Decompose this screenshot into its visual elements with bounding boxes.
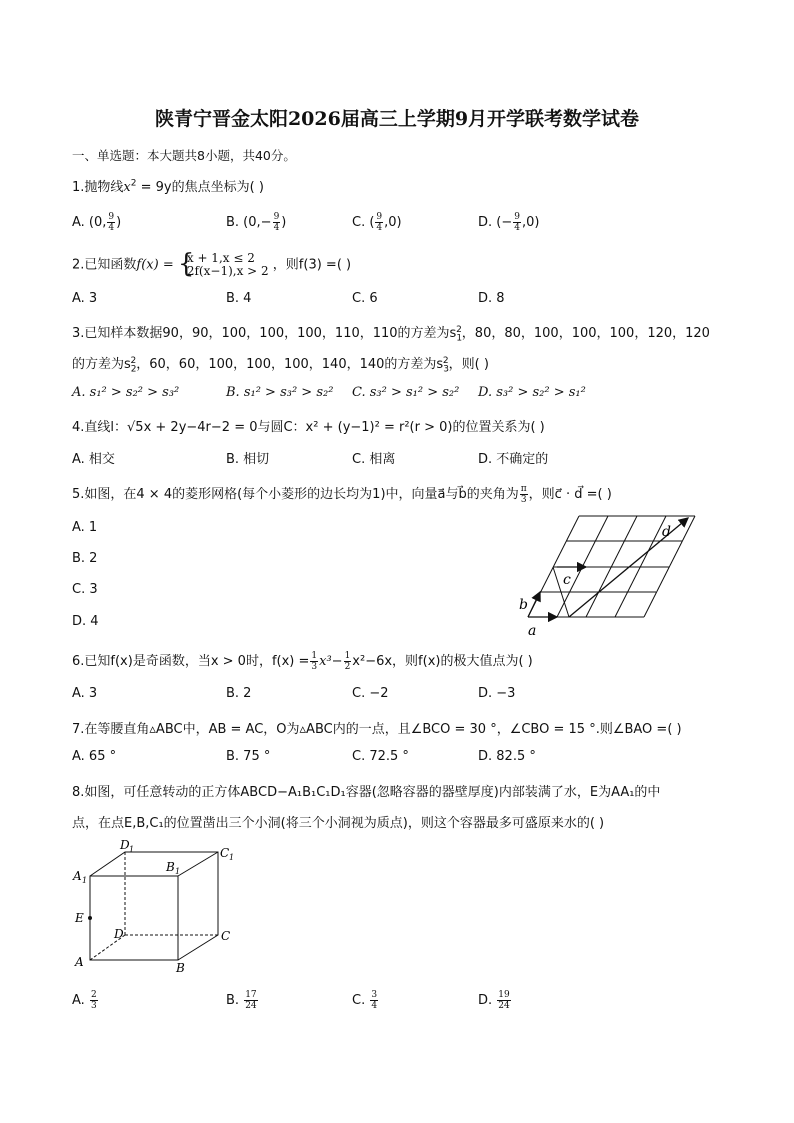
q8-option-b[interactable]: B. $\frac{17}{24}$: [226, 990, 257, 1011]
q2-option-d[interactable]: D. 8: [478, 291, 505, 306]
rhombus-grid-figure: [500, 508, 710, 640]
question-3-line-1: 3.已知样本数据90，90，100，100，100，110，110的方差为$s_1^2$，80，80，100，100，100，120，120: [72, 324, 710, 344]
q3-option-c[interactable]: C. s₃² > s₁² > s₂²: [352, 385, 460, 400]
q5-option-b[interactable]: B. 2: [72, 551, 98, 566]
q6-option-a[interactable]: A. 3: [72, 686, 98, 701]
question-8-line-1: 8.如图，可任意转动的正方体ABCD−A₁B₁C₁D₁容器(忽略容器的器壁厚度)内部装满了水，E为AA₁的中: [72, 785, 661, 800]
svg-text:1: 1: [82, 876, 88, 885]
page-title: 陕青宁晋金太阳2026届高三上学期9月开学联考数学试卷: [154, 108, 640, 130]
svg-text:1: 1: [229, 853, 235, 862]
svg-text:1: 1: [175, 867, 181, 876]
q1-option-c[interactable]: C. ( $\frac{9}{4}$ ,0): [352, 212, 402, 233]
q2-option-b[interactable]: B. 4: [226, 291, 252, 306]
q5-option-c[interactable]: C. 3: [72, 582, 98, 597]
q1-option-d[interactable]: D. (− $\frac{9}{4}$ ,0): [478, 212, 540, 233]
question-3-line-2: 的方差为$s_2^2$，60，60，100，100，100，140，140的方差为$s_3^2$，则( ): [72, 355, 489, 375]
question-2-stem: 2.已知函数f(x) = { x + 1,x ≤ 2 2f(x−1),x > 2 ，则f(3) =( ): [72, 249, 352, 279]
q2-option-a[interactable]: A. 3: [72, 291, 98, 306]
vector-b-arrow: [528, 592, 540, 617]
q4-option-a[interactable]: A. 相交: [72, 452, 115, 467]
label-A: A: [75, 955, 84, 969]
cube-figure: [70, 838, 245, 978]
question-5-stem: 5.如图，在4 × 4的菱形网格(每个小菱形的边长均为1)中，向量a⃗与b⃗的夹角为 $\frac{\pi}{3}$ ，则c⃗ · d⃗ =( ): [72, 484, 612, 505]
label-a: a: [528, 623, 537, 639]
q8-option-d[interactable]: D. $\frac{19}{24}$: [478, 990, 510, 1011]
q7-option-d[interactable]: D. 82.5 °: [478, 749, 536, 764]
piecewise-system: { x + 1,x ≤ 2 2f(x−1),x > 2: [177, 249, 269, 279]
q7-option-c[interactable]: C. 72.5 °: [352, 749, 409, 764]
label-d: d: [662, 524, 671, 540]
label-E: E: [75, 911, 84, 925]
q4-option-d[interactable]: D. 不确定的: [478, 452, 549, 467]
point-e-dot: [88, 916, 92, 920]
q6-option-d[interactable]: D. −3: [478, 686, 516, 701]
q5-option-a[interactable]: A. 1: [72, 520, 98, 535]
q6-option-c[interactable]: C. −2: [352, 686, 389, 701]
q3-option-a[interactable]: A. s₁² > s₂² > s₃²: [72, 385, 180, 400]
question-4-stem: 4.直线l：√5x + 2y−4r−2 = 0与圆C：x² + (y−1)² = r²(r > 0)的位置关系为( ): [72, 420, 545, 435]
question-6-stem: 6.已知f(x)是奇函数，当x > 0时，f(x) = $\frac{1}{3}$ x³− $\frac{1}{2}$ x²−6x，则f(x)的极大值点为( ): [72, 651, 533, 672]
q1-option-a[interactable]: A. (0, $\frac{9}{4}$ ): [72, 212, 122, 233]
label-C1: C: [220, 846, 230, 860]
q4-option-b[interactable]: B. 相切: [226, 452, 270, 467]
q7-option-a[interactable]: A. 65 °: [72, 749, 117, 764]
label-B1: B: [166, 860, 175, 874]
label-B: B: [176, 961, 185, 975]
question-1-stem: 1.抛物线$x^2 = 9y$的焦点坐标为( ): [72, 178, 264, 195]
label-D1: D: [120, 838, 130, 852]
label-A1: A: [73, 869, 82, 883]
label-C: C: [221, 929, 231, 943]
q4-option-c[interactable]: C. 相离: [352, 452, 396, 467]
section-heading: 一、单选题：本大题共8小题，共40分。: [72, 148, 296, 163]
cube-top-right-edges: [90, 852, 218, 960]
question-8-line-2: 点，在点E,B,C₁的位置凿出三个小洞(将三个小洞视为质点)，则这个容器最多可盛原来水的( ): [72, 816, 605, 831]
cube-edge-b1c1: [178, 852, 218, 876]
question-7-stem: 7.在等腰直角▵ABC中，AB = AC，O为▵ABC内的一点，且∠BCO = 30 °，∠CBO = 15 °.则∠BAO =( ): [72, 722, 682, 737]
q1-option-b[interactable]: B. (0,− $\frac{9}{4}$ ): [226, 212, 287, 233]
label-b: b: [519, 597, 528, 613]
q5-option-d[interactable]: D. 4: [72, 614, 99, 629]
q7-option-b[interactable]: B. 75 °: [226, 749, 271, 764]
cube-front-face: [90, 876, 178, 960]
q3-option-b[interactable]: B. s₁² > s₃² > s₂²: [226, 385, 334, 400]
q3-option-d[interactable]: D. s₃² > s₂² > s₁²: [478, 385, 586, 400]
label-c: c: [563, 572, 571, 588]
q2-option-c[interactable]: C. 6: [352, 291, 378, 306]
q6-option-b[interactable]: B. 2: [226, 686, 252, 701]
q8-option-c[interactable]: C. $\frac{3}{4}$: [352, 990, 378, 1011]
label-D: D: [114, 927, 124, 941]
q8-option-a[interactable]: A. $\frac{2}{3}$: [72, 990, 97, 1011]
svg-text:1: 1: [129, 845, 135, 854]
